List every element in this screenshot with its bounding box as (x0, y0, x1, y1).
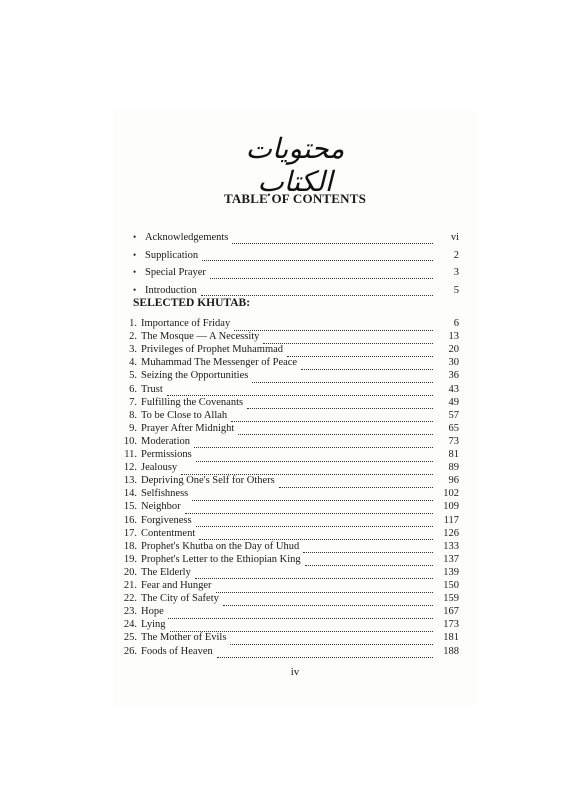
toc-entry-label: Jealousy (141, 462, 178, 474)
toc-entry-number: 14. (123, 488, 137, 500)
toc-entry-number: 13. (123, 475, 137, 487)
toc-entry-page: 20 (448, 344, 459, 356)
toc-entry-label: Muhammad The Messenger of Peace (141, 357, 298, 369)
toc-entry-label: Introduction (145, 284, 197, 296)
toc-entry-number: 5. (129, 370, 137, 382)
toc-entry-label: Privileges of Prophet Muhammad (141, 344, 284, 356)
dot-leader (217, 647, 433, 658)
toc-entry-page: 173 (443, 619, 459, 631)
toc-entry-label: Forgiveness (141, 514, 192, 526)
toc-entry-label: Special Prayer (145, 267, 206, 278)
toc-entry-number: 15. (123, 501, 137, 513)
toc-entry-label: The Mother of Evils (141, 632, 227, 644)
dot-leader (202, 250, 433, 261)
toc-entry-number: 12. (123, 462, 137, 474)
toc-entry-number: 11. (124, 449, 137, 460)
toc-entry-number: 19. (123, 553, 137, 565)
toc-entry-label: Prophet's Khutba on the Day of Uhud (141, 540, 300, 552)
toc-entry-label: Acknowledgements (145, 232, 229, 243)
bullet-icon: • (133, 284, 137, 295)
toc-entry-label: Lying (141, 619, 166, 631)
toc-entry-page: 133 (443, 540, 459, 552)
bullet-icon: • (133, 267, 137, 277)
toc-entry-label: Moderation (141, 435, 190, 447)
toc-entry-page: 89 (448, 462, 459, 474)
toc-entry-number: 22. (123, 593, 137, 605)
toc-entry-page: 117 (443, 514, 459, 526)
toc-entry-page: 159 (443, 593, 459, 605)
toc-entry-label: Permissions (141, 449, 192, 460)
toc-entry-label: Hope (141, 606, 164, 618)
toc-entry-label: Depriving One's Self for Others (141, 475, 275, 487)
toc-entry-page: 30 (448, 357, 459, 369)
toc-entry-label: Importance of Friday (141, 318, 231, 329)
toc-entry-page: 150 (443, 580, 459, 591)
toc-entry-number: 6. (129, 383, 137, 395)
toc-entry-label: The Mosque — A Necessity (141, 331, 260, 343)
toc-entry-number: 26. (123, 645, 137, 657)
toc-entry-label: Trust (141, 383, 163, 395)
arabic-title: محتويات الكتاب (245, 132, 345, 198)
toc-entry-label: Seizing the Opportunities (141, 370, 249, 382)
toc-entry-label: The Elderly (141, 566, 191, 578)
toc-entry-number: 24. (123, 619, 137, 631)
toc-entry-page: 167 (443, 606, 459, 618)
toc-row (133, 264, 459, 280)
toc-entry-label: Fulfilling the Covenants (141, 396, 244, 408)
toc-entry-label: Foods of Heaven (141, 645, 213, 657)
toc-entry-page: 181 (443, 632, 459, 644)
toc-entry-label: Neighbor (141, 501, 181, 513)
toc-entry-number: 7. (129, 396, 137, 408)
toc-entry-page: 57 (448, 409, 459, 421)
toc-entry-label: Prophet's Letter to the Ethiopian King (141, 553, 301, 565)
toc-entry-label: Selfishness (141, 488, 189, 500)
toc-entry-page: 6 (453, 318, 459, 329)
toc-entry-number: 23. (123, 606, 137, 618)
toc-entry-page: 96 (448, 475, 459, 487)
toc-entry-label: To be Close to Allah (141, 409, 228, 421)
page-number: iv (290, 666, 300, 678)
toc-row (133, 282, 459, 298)
toc-entry-label: The City of Safety (141, 593, 219, 605)
section-heading: SELECTED KHUTAB: (133, 297, 251, 309)
toc-entry-page: 3 (453, 267, 459, 278)
toc-entry-number: 10. (123, 435, 137, 447)
page-title: TABLE OF CONTENTS (223, 191, 367, 206)
toc-entry-number: 1. (129, 318, 137, 329)
dot-leader (232, 233, 433, 244)
toc-entry-number: 2. (129, 331, 137, 343)
dot-leader (201, 285, 433, 296)
toc-entry-page: vi (450, 232, 459, 243)
toc-entry-number: 20. (123, 566, 137, 578)
bullet-icon: • (133, 232, 137, 242)
dot-leader (210, 268, 433, 279)
toc-entry-page: 81 (448, 449, 459, 460)
toc-entry-number: 16. (123, 514, 137, 526)
bullet-icon: • (133, 249, 137, 260)
toc-entry-page: 126 (443, 527, 459, 539)
toc-entry-number: 9. (129, 422, 137, 434)
toc-entry-number: 25. (123, 632, 137, 644)
toc-entry-page: 13 (448, 331, 459, 343)
toc-entry-page: 137 (443, 553, 459, 565)
toc-entry-page: 43 (448, 383, 459, 395)
toc-entry-page: 139 (443, 566, 459, 578)
toc-entry-label: Supplication (145, 249, 199, 261)
toc-entry-label: Contentment (141, 527, 196, 539)
toc-entry-number: 4. (129, 357, 137, 369)
toc-entry-number: 8. (129, 409, 137, 421)
toc-entry-page: 102 (443, 488, 459, 500)
toc-entry-page: 2 (453, 249, 459, 261)
toc-entry-page: 49 (448, 396, 459, 408)
toc-entry-number: 3. (129, 344, 137, 356)
toc-entry-page: 5 (453, 284, 459, 296)
toc-row (133, 229, 459, 245)
toc-entry-number: 17. (123, 527, 137, 539)
toc-entry-label: Prayer After Midnight (141, 422, 235, 434)
toc-row (113, 644, 459, 660)
toc-row (133, 247, 459, 263)
toc-entry-page: 73 (448, 435, 459, 447)
toc-entry-number: 21. (123, 580, 137, 591)
toc-entry-page: 65 (448, 422, 459, 434)
toc-entry-label: Fear and Hunger (141, 580, 212, 591)
toc-entry-page: 36 (448, 370, 459, 382)
toc-entry-page: 188 (443, 645, 459, 657)
toc-entry-number: 18. (123, 540, 137, 552)
toc-entry-page: 109 (443, 501, 459, 513)
